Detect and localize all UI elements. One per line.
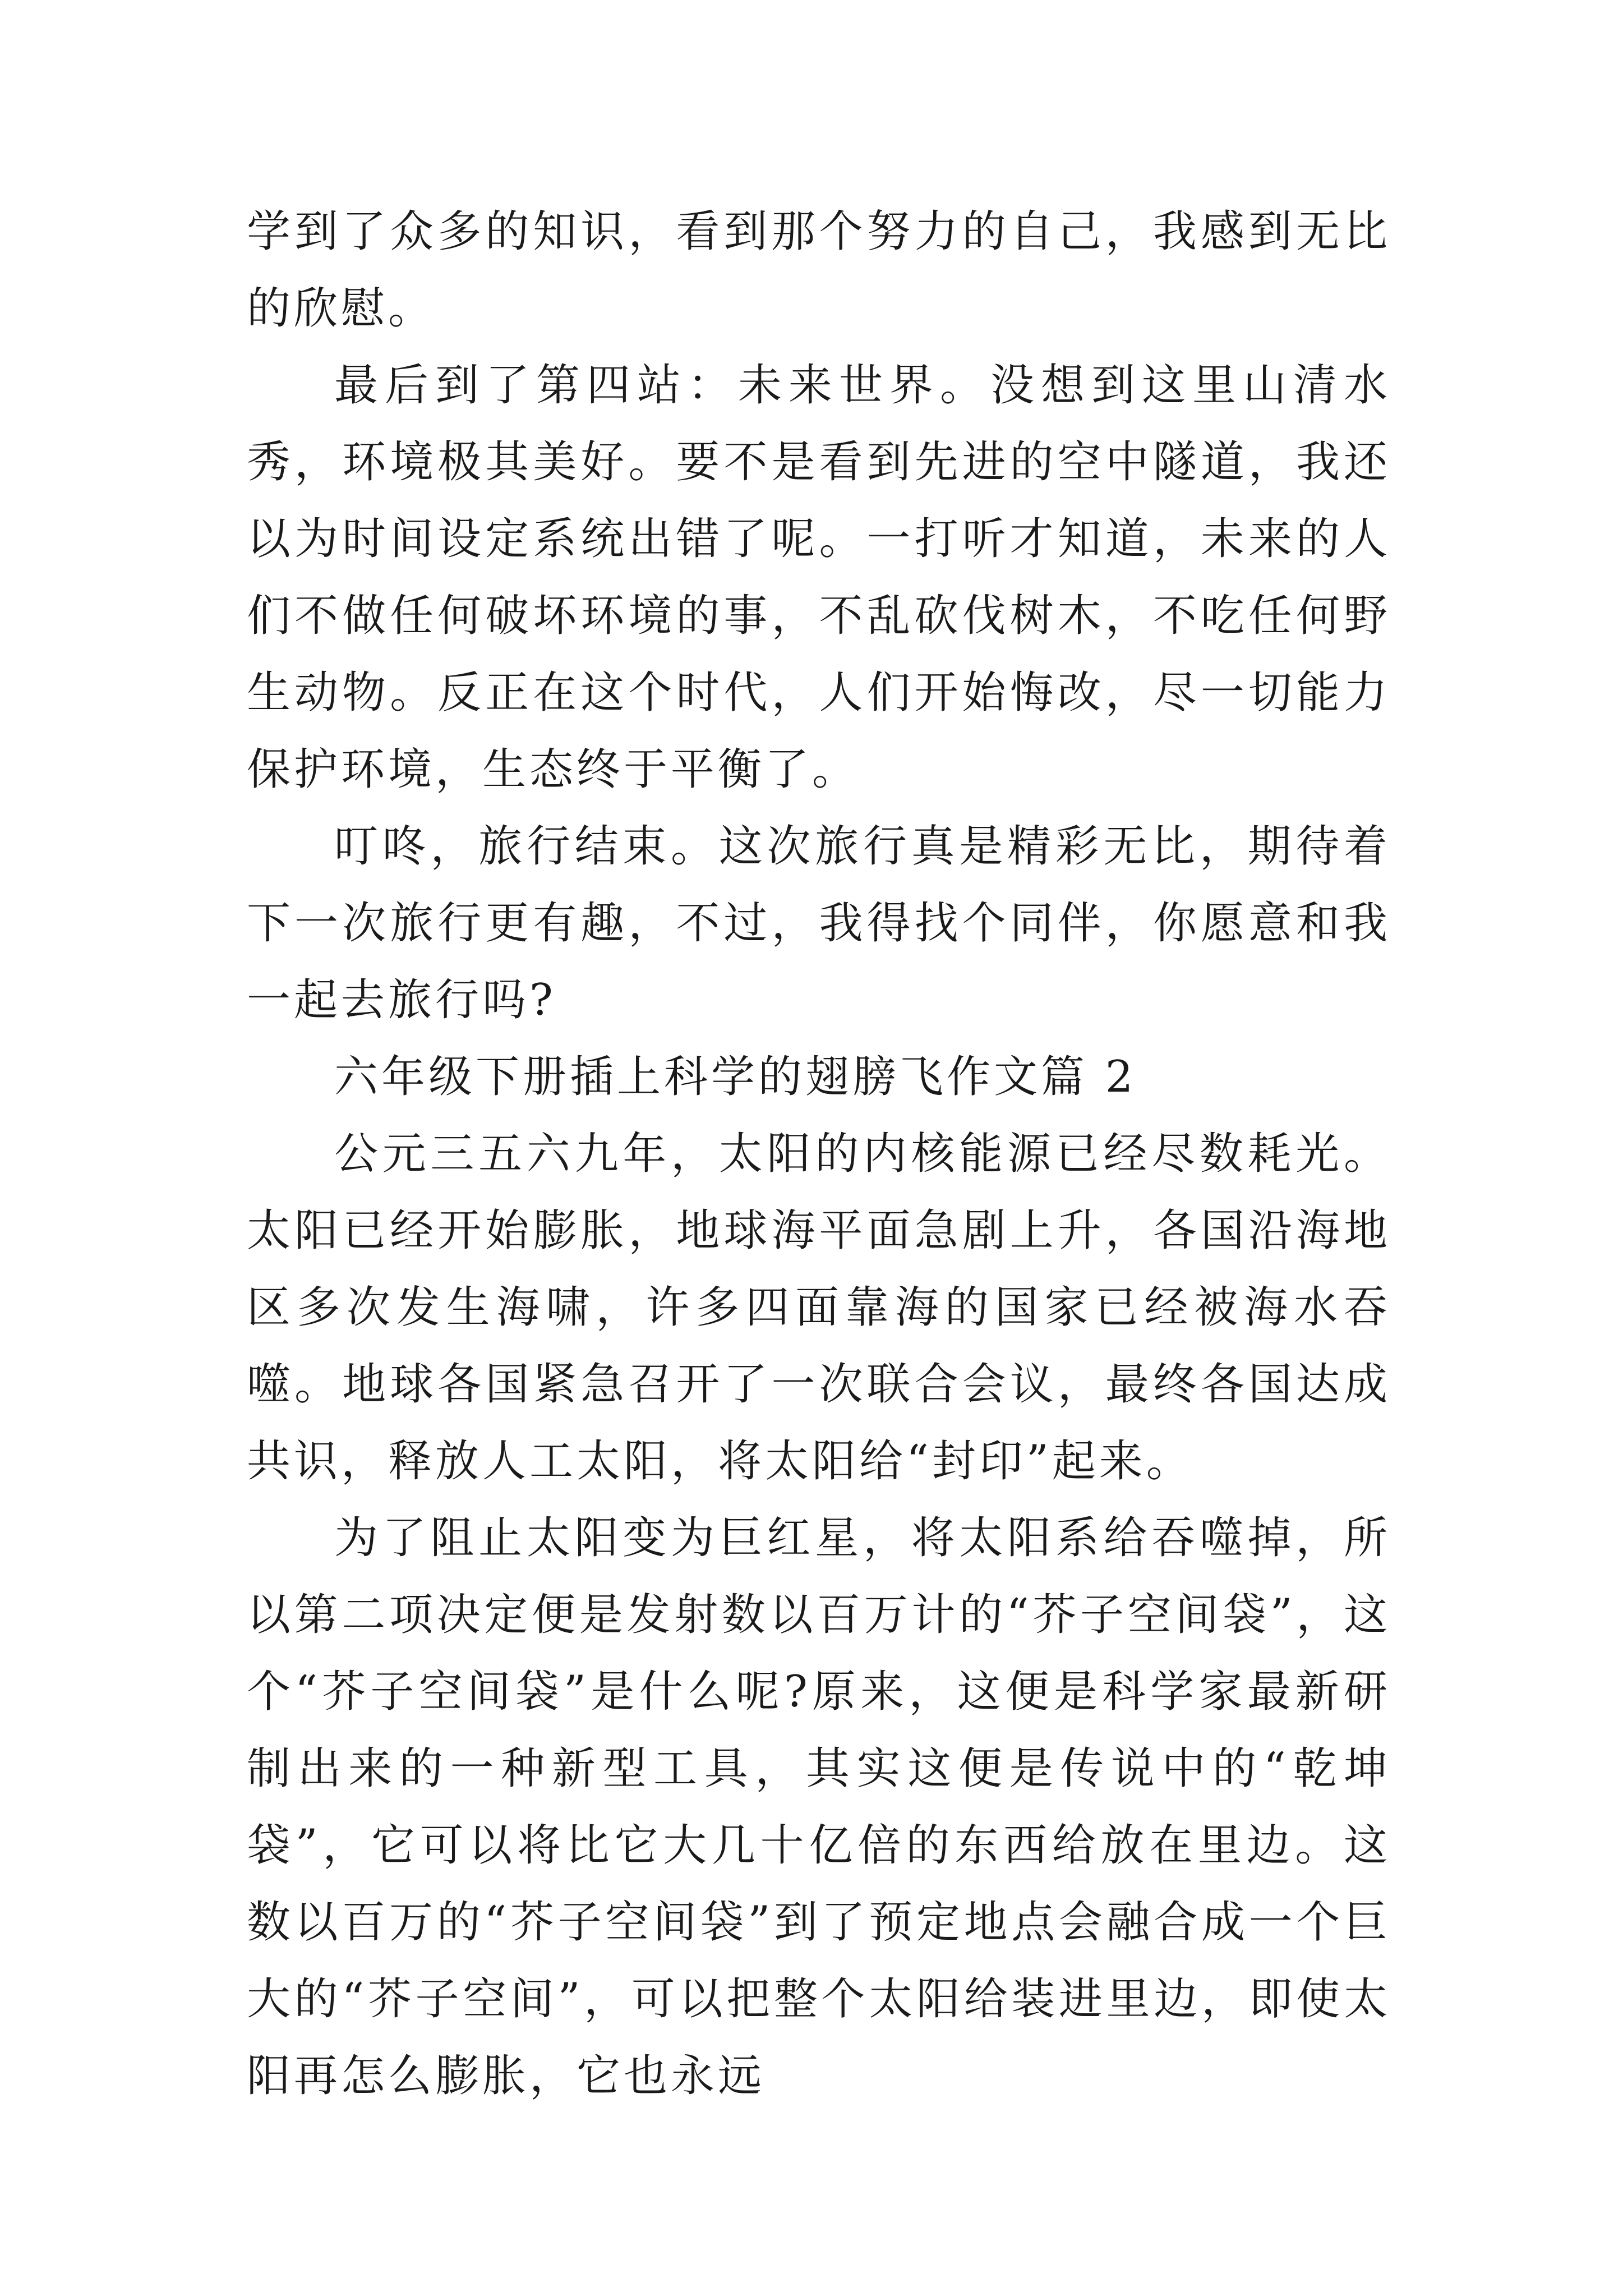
paragraph-year-3569: 公元三五六九年，太阳的内核能源已经尽数耗光。太阳已经开始膨胀，地球海平面急剧上升，各国沿海地区多次发生海啸，许多四面靠海的国家已经被海水吞噬。地球各国紧急召开了一次联合会议，最终各国达成共识，释放人工太阳，将太阳给“封印”起来。 [247, 1129, 1391, 1487]
paragraph-fourth-station: 最后到了第四站：未来世界。没想到这里山清水秀，环境极其美好。要不是看到先进的空中隧道，我还以为时间设定系统出错了呢。一打听才知道，未来的人们不做任何破坏环境的事，不乱砍伐树木，不吃任何野生动物。反正在这个时代，人们开始悔改，尽一切能力保护环境，生态终于平衡了。 [247, 360, 1391, 795]
paragraph-continued: 学到了众多的知识，看到那个努力的自己，我感到无比的欣慰。 [247, 206, 1391, 334]
document-body [247, 194, 1391, 2115]
paragraph-space-bag: 为了阻止太阳变为巨红星，将太阳系给吞噬掉，所以第二项决定便是发射数以百万计的“芥子空间袋”，这个“芥子空间袋”是什么呢?原来，这便是科学家最新研制出来的一种新型工具，其实这便是传说中的“乾坤袋”，它可以将比它大几十亿倍的东西给放在里边。这数以百万的“芥子空间袋”到了预定地点会融合成一个巨大的“芥子空间”，可以把整个太阳给装进里边，即使太阳再怎么膨胀，它也永远 [247, 1513, 1391, 2101]
paragraph-trip-end: 叮咚，旅行结束。这次旅行真是精彩无比，期待着下一次旅行更有趣，不过，我得找个同伴，你愿意和我一起去旅行吗? [247, 821, 1391, 1025]
essay-heading: 六年级下册插上科学的翅膀飞作文篇 2 [334, 1052, 1137, 1102]
